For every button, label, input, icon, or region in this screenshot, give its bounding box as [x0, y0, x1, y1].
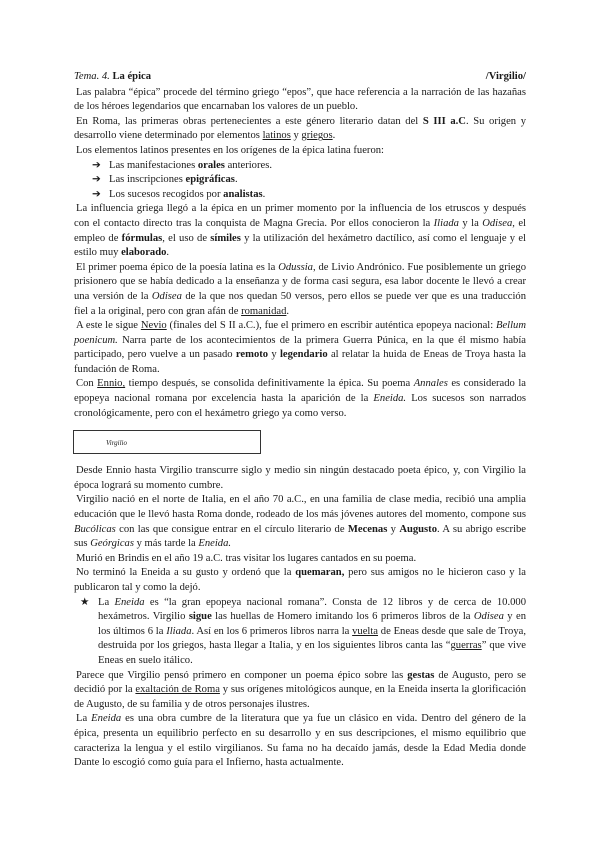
paragraph-nevio: A este le sigue Nevio (finales del S II a.C.), fue el primero en escribir auténtica epopeya nacional: Bellum poenicum. Narra parte de los acontecimientos de la primera Guerra Púnica, en la que él mismo había participado, pero vuelve a un pasado remoto y legendario al relatar la huida de Eneas de Troya hasta la fundación de Roma.	[74, 320, 527, 375]
star-icon: ★	[80, 596, 90, 608]
paragraph-ennio: Con Ennio, tiempo después, se consolida definitivamente la épica. Su poema Annales es considerado la epopeya nacional romana por excelencia hasta la aparición de la Eneida. Los sucesos son narrados cronológicamente, pero con el hexámetro griego ya como verso.	[74, 378, 526, 419]
virgilio-section-box: Virgilio	[73, 430, 261, 454]
document-header	[74, 70, 526, 85]
paragraph-roma-origin: En Roma, las primeras obras pertenecientes a este género literario datan del S III a.C. Su origen y desarrollo viene determinado por elementos latinos y griegos.	[74, 115, 526, 142]
list-item: ➔ Los sucesos recogidos por analistas.	[92, 188, 526, 203]
latin-elements-list	[74, 159, 526, 203]
paragraph-ennio-to-virgilio: Desde Ennio hasta Virgilio transcurre siglo y medio sin ningún destacado poeta épico, y, con Virgilio la época logrará su momento cumbre.	[74, 465, 526, 491]
paragraph-epica-definition: Las palabra “épica” procede del término griego “epos”, que hace referencia a la narración de las hazañas de los héroes legendarios que encarnaban los valores de un pueblo.	[74, 86, 526, 113]
paragraph-virgilio-life: Virgilio nació en el norte de Italia, en el año 70 a.C., en una familia de clase media, recibió una amplia educación que le llevó hasta Roma donde, rodeado de los más jóvenes autores del momento, compone sus Bucólicas con las que consigue entrar en el círculo literario de Mecenas y Augusto. A su abrigo escribe sus Geórgicas y más tarde la Eneida.	[74, 494, 527, 550]
list-item: ★ La Eneida es “la gran epopeya nacional romana”. Consta de 12 libros y de cerca de 10.000 hexámetros. Virgilio sigue las huellas de Homero imitando los 6 primeros libros de la Odisea y en los últimos 6 la Iliada. Así en los 6 primeros libros narra la vuelta de Eneas desde que sale de Troya, destruida por los griegos, hasta llegar a Italia, y en los siguientes libros canta las “guerras” que vive Eneas en suelo itálico.	[80, 596, 526, 666]
header-title: La épica	[112, 71, 152, 82]
list-item: ➔ Las manifestaciones orales anteriores.	[92, 159, 526, 174]
paragraph-latin-elements: Los elementos latinos presentes en los orígenes de la épica latina fueron:	[76, 144, 384, 156]
paragraph-virgilio-death: Murió en Brindis en el año 19 a.C. tras visitar los lugares cantados en su poema.	[76, 552, 417, 564]
arrow-icon: ➔	[92, 188, 101, 200]
paragraph-greek-influence: La influencia griega llegó a la épica en un primer momento por la influencia de los etruscos y después con el contacto directo tras la conquista de Magna Grecia. Por ellos conocieron la Iliada y la Odisea, el empleo de fórmulas, el uso de símiles y la utilización del hexámetro dactílico, así como el lenguaje y el estilo muy elaborado.	[74, 203, 526, 259]
list-item: ➔ Las inscripciones epigráficas.	[92, 173, 526, 188]
document-page	[74, 70, 526, 771]
header-right: /Virgilio/	[485, 71, 526, 82]
eneida-list	[74, 596, 526, 669]
paragraph-livio-andronico: El primer poema épico de la poesía latina es la Odussia, de Livio Andrónico. Fue posiblemente un griego prisionero que se había dedicado a la enseñanza y de forma casi segura, esa labor docente le llevó a crear una versión de la Odisea de la que nos quedan 50 versos, pero ellos se puede ver que es una traducción fiel a la original, pero con gran afán de romanidad.	[74, 261, 526, 317]
paragraph-eneida-burn: No terminó la Eneida a su gusto y ordenó que la quemaran, pero sus amigos no le hicieron caso y la publicaron tal y como la dejó.	[74, 567, 526, 593]
arrow-icon: ➔	[92, 174, 101, 186]
paragraph-augusto-gestas: Parece que Virgilio pensó primero en componer un poema épico sobre las gestas de Augusto, pero se decidió por la exaltación de Roma y sus orígenes mitológicos aunque, en la Eneida inserta la glorificación de Augusto, de su familia y de otros personajes ilustres.	[74, 669, 526, 710]
paragraph-eneida-cumbre: La Eneida es una obra cumbre de la literatura que ya fue un clásico en vida. Dentro del género de la épica, presenta un equilibrio perfecto en su desarrollo y en sus descripciones, el mismo equilibrio que caracteriza la lengua y el estilo virgilianos. Su fama no ha decaído jamás, desde la Edad Media donde Dante lo escogió como guía para el Infierno, hasta actualmente.	[74, 713, 527, 769]
header-left: Tema. 4. La épica	[74, 71, 152, 82]
arrow-icon: ➔	[92, 159, 101, 171]
